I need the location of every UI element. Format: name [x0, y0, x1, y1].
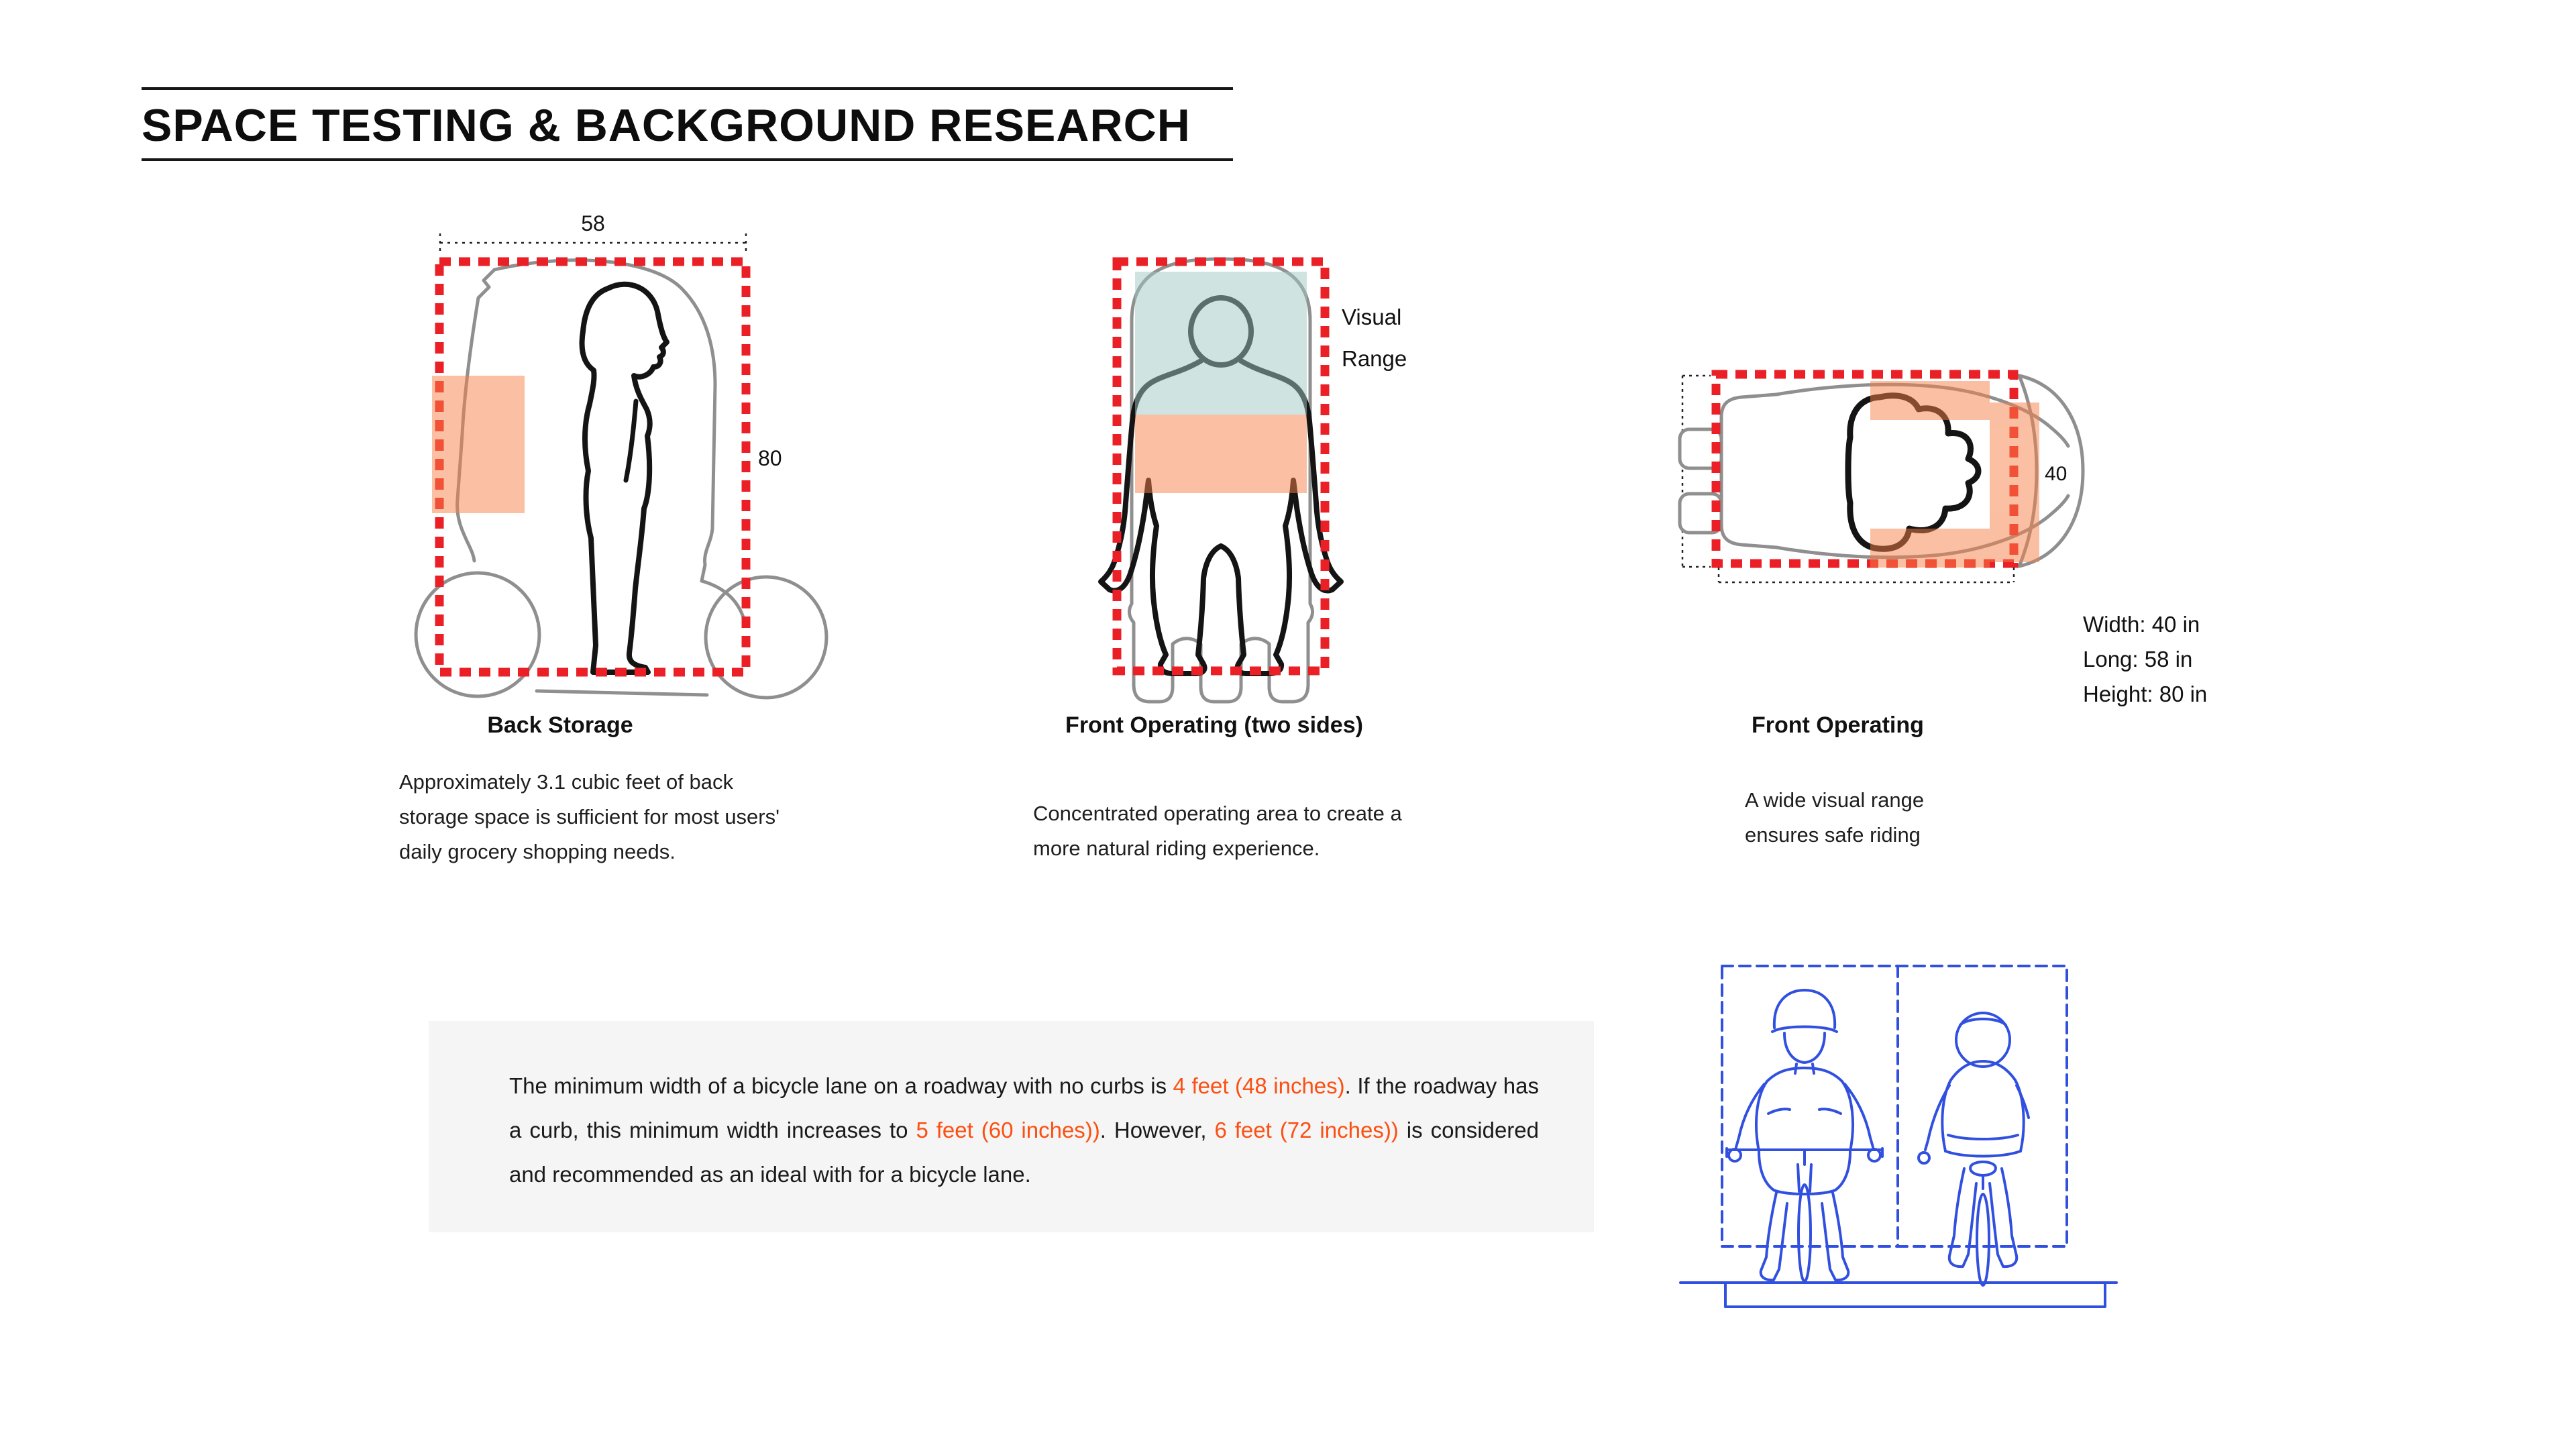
dim-label-80: 80 — [758, 446, 782, 470]
person-side-silhouette — [582, 284, 667, 672]
visual-range-line1: Visual — [1342, 305, 1402, 329]
back-storage-label: Back Storage — [487, 712, 633, 738]
operating-area-fill — [1135, 415, 1307, 493]
dimension-specs — [2083, 607, 2207, 712]
lane-info-segment: is considered and recommended as an ideal with for a bicycle lane. — [509, 1118, 1540, 1187]
back-storage-description: Approximately 3.1 cubic feet of back storage space is sufficient for most users' daily grocery shopping needs. — [399, 770, 780, 863]
bike-lane-info-text — [429, 1021, 1594, 1197]
ground-line — [1680, 1283, 2116, 1307]
front-operating-description: A wide visual range ensures safe riding — [1745, 788, 1925, 847]
title-block — [142, 87, 1233, 161]
front-operating-diagram — [1046, 235, 1503, 731]
cyclist-rear-view — [1919, 1013, 2029, 1285]
visual-range-band-fill — [1870, 381, 2039, 568]
visual-range-line2: Range — [1342, 346, 1407, 371]
page-title: SPACE TESTING & BACKGROUND RESEARCH — [142, 100, 1191, 151]
spec-line: Long: 58 in — [2083, 647, 2193, 672]
bottom-dimension-line — [1719, 568, 2014, 582]
visual-range-fill — [1135, 272, 1307, 415]
cyclist-front-view — [1727, 990, 1882, 1281]
front-operating-two-sides-label: Front Operating (two sides) — [1065, 712, 1363, 738]
bike-lane-info-box — [429, 1021, 1594, 1232]
lane-info-segment: . However, — [1099, 1118, 1215, 1142]
lane-width-highlight: 6 feet (72 inches)) — [1214, 1118, 1399, 1142]
cyclists-lane-diagram — [1650, 939, 2160, 1328]
back-storage-diagram — [382, 201, 839, 751]
spec-line: Width: 40 in — [2083, 612, 2200, 637]
lane-info-segment: The minimum width of a bicycle lane on a roadway with no curbs is — [509, 1073, 1173, 1098]
front-operating-label: Front Operating — [1752, 712, 1924, 738]
dim-label-40: 40 — [2045, 463, 2068, 485]
visual-range-annotation — [1342, 297, 1407, 380]
lane-info-segment: . If the roadway has a curb, this minimum width increases to — [509, 1073, 1539, 1142]
width-dimension-58 — [440, 233, 746, 255]
dim-label-58: 58 — [581, 211, 605, 235]
spec-line: Height: 80 in — [2083, 682, 2208, 706]
lane-width-highlight: 4 feet (48 inches) — [1173, 1073, 1345, 1098]
left-dimension-bracket — [1682, 376, 1711, 567]
storage-area-fill — [432, 376, 525, 513]
front-operating-two-sides-description: Concentrated operating area to create a more natural riding experience. — [1033, 802, 1402, 860]
lane-width-highlight: 5 feet (60 inches)) — [916, 1118, 1100, 1142]
